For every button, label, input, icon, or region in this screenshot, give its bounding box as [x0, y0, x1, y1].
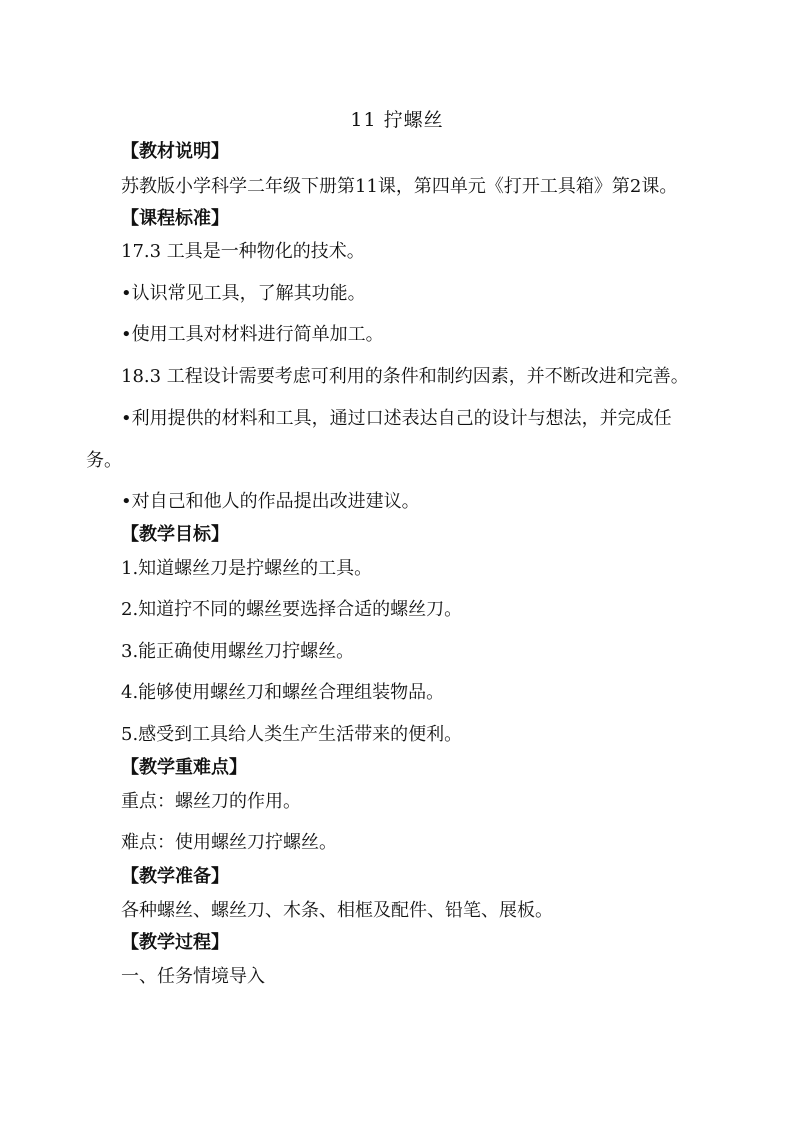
goal-item: 4.能够使用螺丝刀和螺丝合理组装物品。 — [121, 682, 445, 703]
keypoint-item: 重点：螺丝刀的作用。 — [121, 791, 301, 812]
material-heading: 【教材说明】 — [121, 141, 229, 162]
standards-line: •对自己和他人的作品提出改进建议。 — [121, 491, 420, 512]
lesson-title: 11 拧螺丝 — [350, 109, 444, 131]
standards-heading: 【课程标准】 — [121, 208, 229, 229]
goals-heading: 【教学目标】 — [121, 524, 229, 545]
preparation-heading: 【教学准备】 — [121, 866, 229, 887]
process-heading: 【教学过程】 — [121, 932, 229, 953]
standards-line: •使用工具对材料进行简单加工。 — [121, 324, 384, 345]
keypoints-heading: 【教学重难点】 — [121, 757, 247, 778]
process-step: 一、任务情境导入 — [121, 966, 265, 987]
goal-item: 1.知道螺丝刀是拧螺丝的工具。 — [121, 558, 373, 579]
goal-item: 2.知道拧不同的螺丝要选择合适的螺丝刀。 — [121, 599, 463, 620]
standards-line: •认识常见工具，了解其功能。 — [121, 283, 366, 304]
material-text: 苏教版小学科学二年级下册第11课，第四单元《打开工具箱》第2课。 — [121, 176, 678, 197]
keypoint-item: 难点：使用螺丝刀拧螺丝。 — [121, 832, 337, 853]
standards-line: 务。 — [86, 450, 122, 471]
goal-item: 5.感受到工具给人类生产生活带来的便利。 — [121, 724, 463, 745]
standards-line: 18.3 工程设计需要考虑可利用的条件和制约因素，并不断改进和完善。 — [121, 366, 689, 387]
standards-line: 17.3 工具是一种物化的技术。 — [121, 241, 365, 262]
preparation-text: 各种螺丝、螺丝刀、木条、相框及配件、铅笔、展板。 — [121, 900, 553, 921]
standards-line: •利用提供的材料和工具，通过口述表达自己的设计与想法，并完成任 — [121, 408, 672, 429]
goal-item: 3.能正确使用螺丝刀拧螺丝。 — [121, 641, 355, 662]
